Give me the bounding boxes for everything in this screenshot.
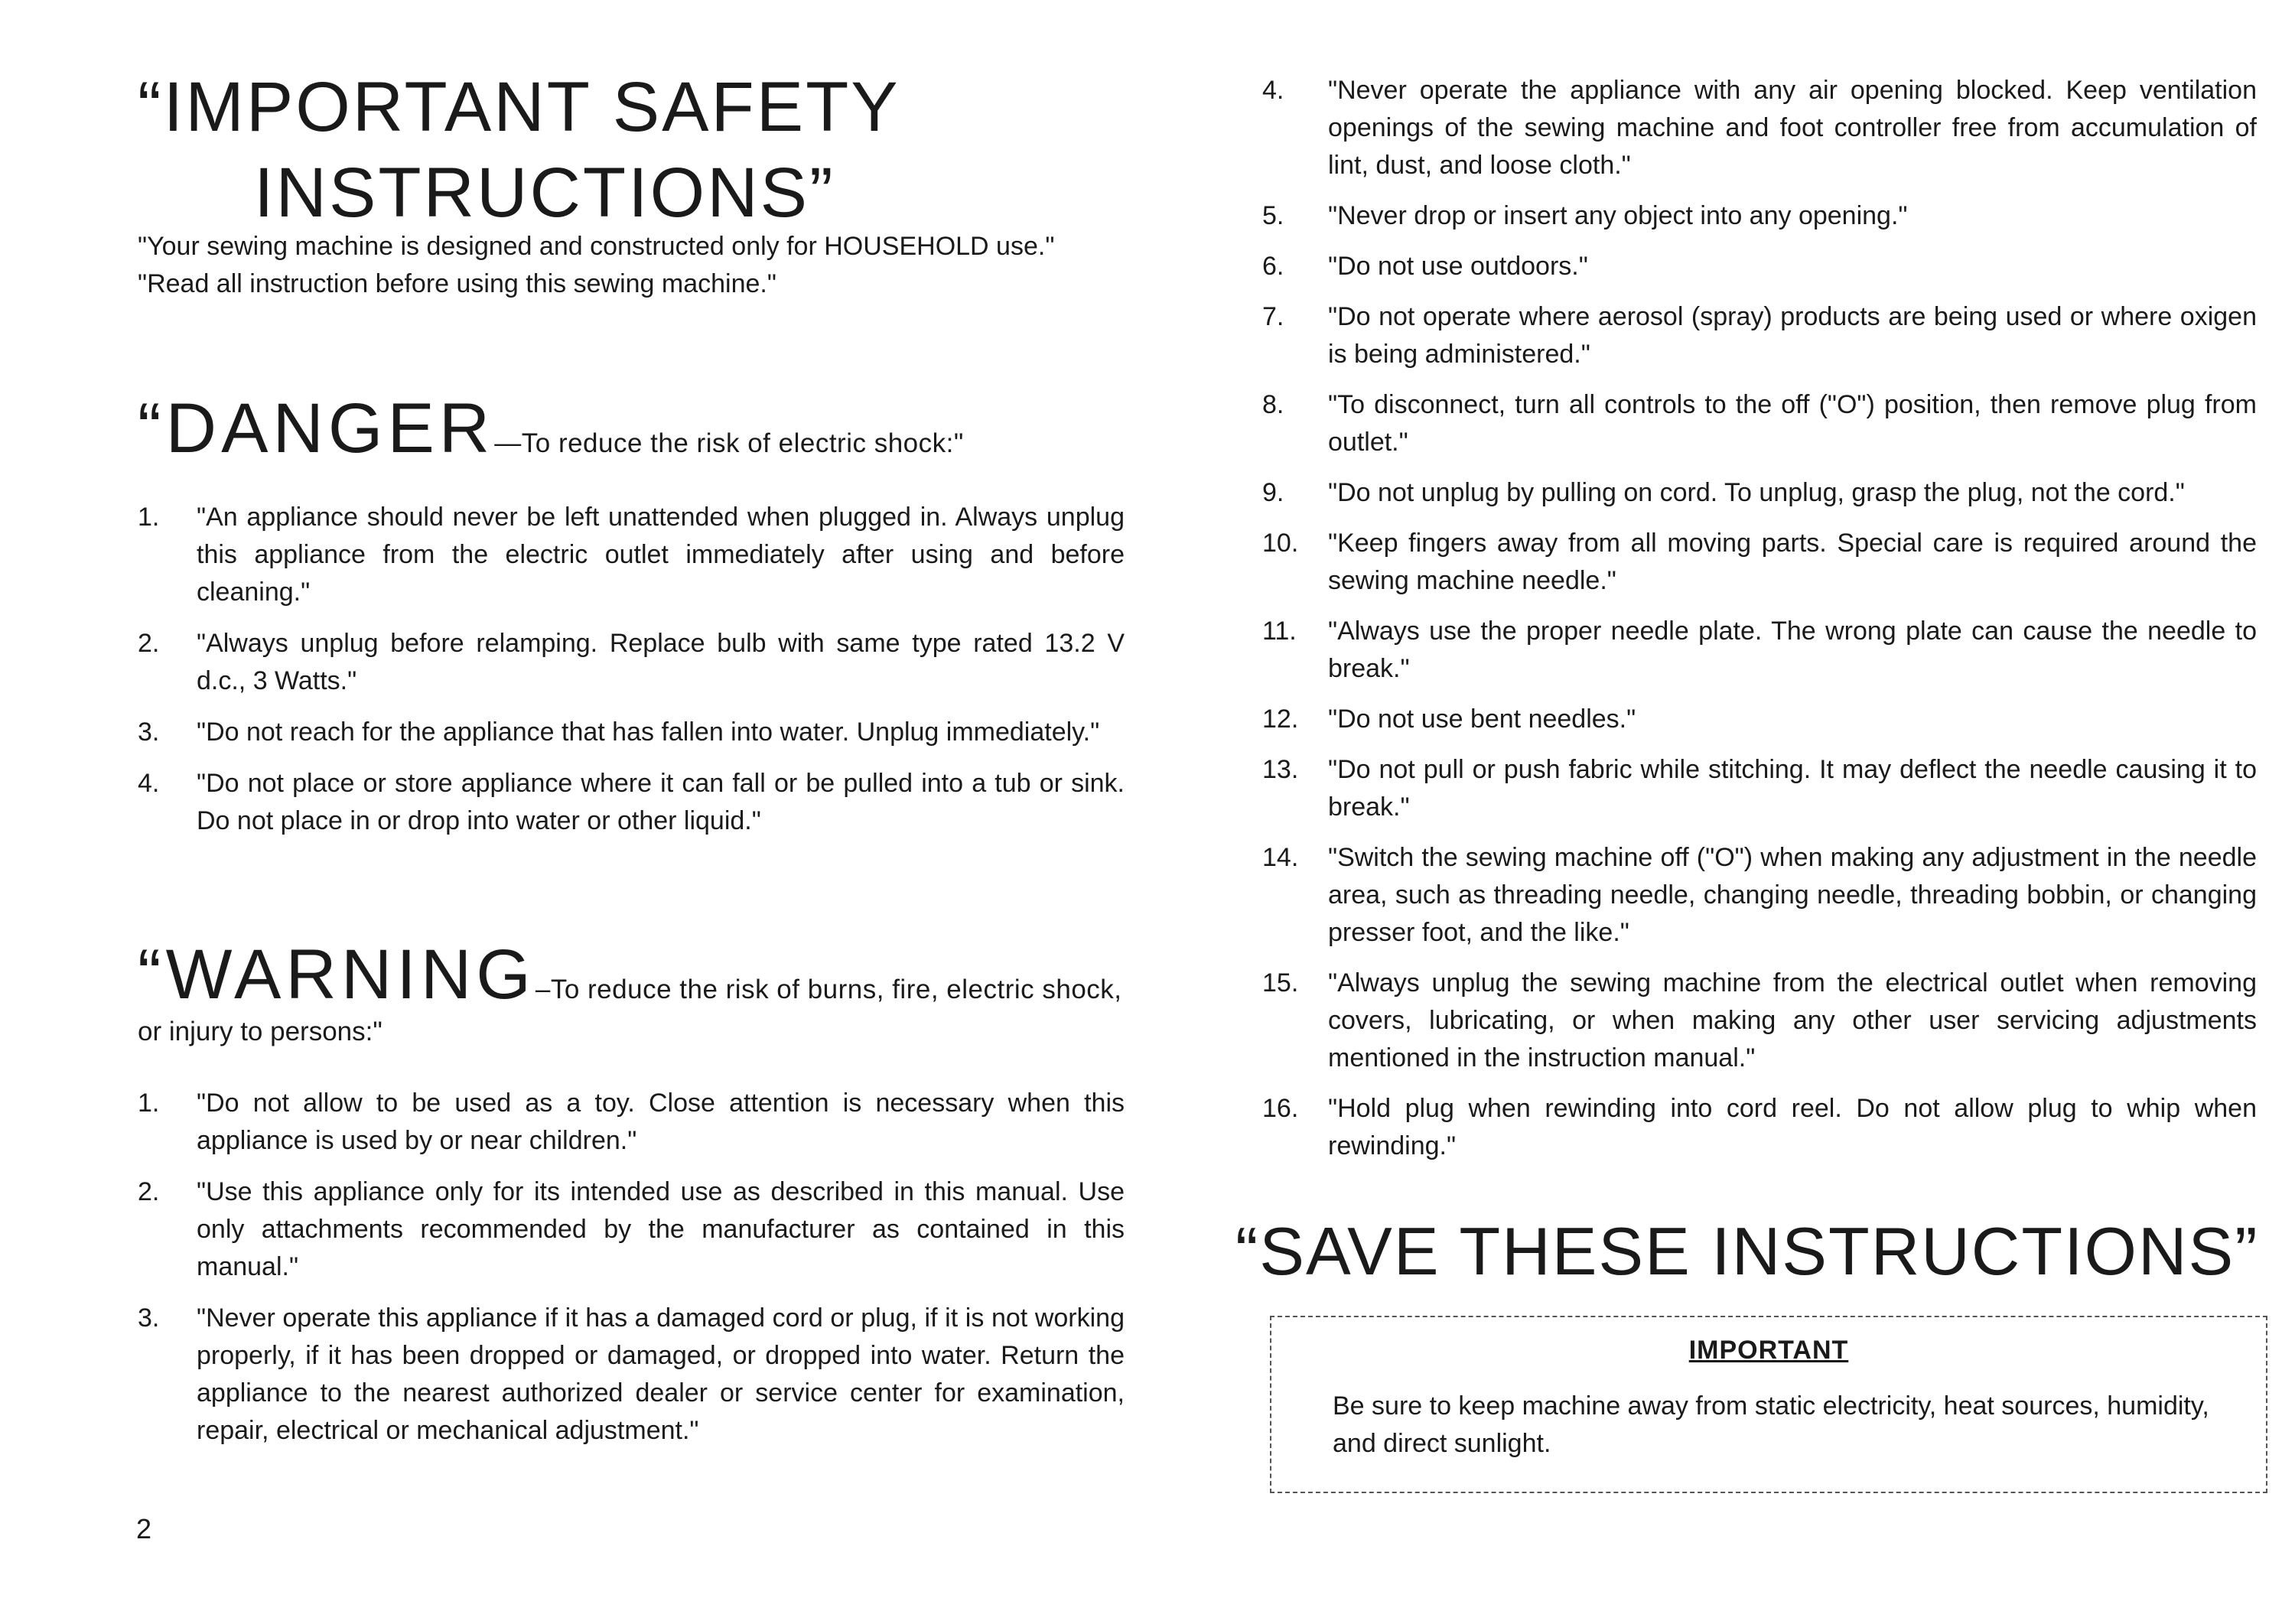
page-number: 2	[136, 1513, 152, 1544]
list-item: 11. "Always use the proper needle plate. The wrong plate can cause the needle to break."	[1262, 617, 2257, 683]
list-item: 8. "To disconnect, turn all controls to the off ("O") position, then remove plug from outlet."	[1262, 390, 2257, 457]
danger-heading	[138, 389, 964, 469]
danger-subtitle: —To reduce the risk of electric shock:"	[494, 428, 964, 458]
list-item: 15. "Always unplug the sewing machine from the electrical outlet when removing covers, lubricating, or when making any other user servicing adjustments mentioned in the instruction manual."	[1262, 968, 2257, 1072]
page-title	[138, 64, 900, 236]
danger-list	[138, 499, 1125, 854]
warning-subtitle: –To reduce the risk of burns, fire, electric shock,	[535, 975, 1122, 1004]
right-page	[1148, 0, 2295, 1624]
list-item: 13. "Do not pull or push fabric while stitching. It may deflect the needle causing it to break."	[1262, 755, 2257, 822]
list-item: 7. "Do not operate where aerosol (spray) products are being used or where oxigen is being administered."	[1262, 302, 2257, 369]
list-item: 4. "Do not place or store appliance where it can fall or be pulled into a tub or sink. Do not place in or drop into water or other liquid."	[138, 769, 1125, 835]
list-item: 1. "Do not allow to be used as a toy. Close attention is necessary when this appliance is used by or near children."	[138, 1089, 1125, 1155]
notice-body: Be sure to keep machine away from static electricity, heat sources, humidity, and direct sunlight.	[1333, 1391, 2209, 1458]
list-item: 6. "Do not use outdoors."	[1262, 252, 1588, 281]
title-line-2: INSTRUCTIONS”	[254, 154, 835, 232]
title-line-1: “IMPORTANT SAFETY	[138, 68, 900, 146]
list-item: 3. "Never operate this appliance if it has a damaged cord or plug, if it is not working properly, if it has been dropped or damaged, or dropped into water. Return the appliance to the nearest authorized dealer or service center for examination, repair, electrical or mechanical adjustment."	[138, 1303, 1125, 1445]
intro-household: "Your sewing machine is designed and constructed only for HOUSEHOLD use."	[138, 232, 1055, 261]
warning-heading	[138, 935, 1122, 1047]
notice-title: IMPORTANT	[1688, 1336, 1849, 1365]
save-instructions-title: “SAVE THESE INSTRUCTIONS”	[1235, 1213, 2259, 1289]
warning-list	[138, 1085, 1125, 1463]
list-item: 14. "Switch the sewing machine off ("O") when making any adjustment in the needle area, such as threading needle, changing needle, threading bobbin, or changing presser foot, and the like."	[1262, 843, 2257, 947]
list-item: 5. "Never drop or insert any object into any opening."	[1262, 201, 1908, 230]
danger-title: “DANGER	[138, 389, 495, 467]
list-item: 10. "Keep fingers away from all moving parts. Special care is required around the sewing machine needle."	[1262, 529, 2257, 595]
list-item: 3. "Do not reach for the appliance that has fallen into water. Unplug immediately."	[138, 718, 1100, 747]
list-item: 9. "Do not unplug by pulling on cord. To unplug, grasp the plug, not the cord."	[1262, 478, 2185, 507]
intro-read-all: "Read all instruction before using this sewing machine."	[138, 269, 776, 298]
warning-subtitle-cont: or injury to persons:"	[138, 1017, 382, 1046]
list-item: 2. "Always unplug before relamping. Replace bulb with same type rated 13.2 V d.c., 3 Watts."	[138, 629, 1125, 695]
warning-title: “WARNING	[138, 936, 536, 1014]
list-item: 16. "Hold plug when rewinding into cord reel. Do not allow plug to whip when rewinding."	[1262, 1094, 2257, 1160]
intro-text	[138, 228, 1132, 303]
list-item: 4. "Never operate the appliance with any air opening blocked. Keep ventilation openings of the sewing machine and foot controller free from accumulation of lint, dust, and loose cloth."	[1262, 76, 2257, 180]
list-item: 12. "Do not use bent needles."	[1262, 705, 1636, 734]
important-notice-box	[1270, 1316, 2267, 1493]
warning-list-continued	[1262, 72, 2257, 1178]
list-item: 1. "An appliance should never be left unattended when plugged in. Always unplug this appliance from the electric outlet immediately after using and before cleaning."	[138, 503, 1125, 607]
list-item: 2. "Use this appliance only for its intended use as described in this manual. Use only attachments recommended by the manufacturer as contained in this manual."	[138, 1177, 1125, 1281]
